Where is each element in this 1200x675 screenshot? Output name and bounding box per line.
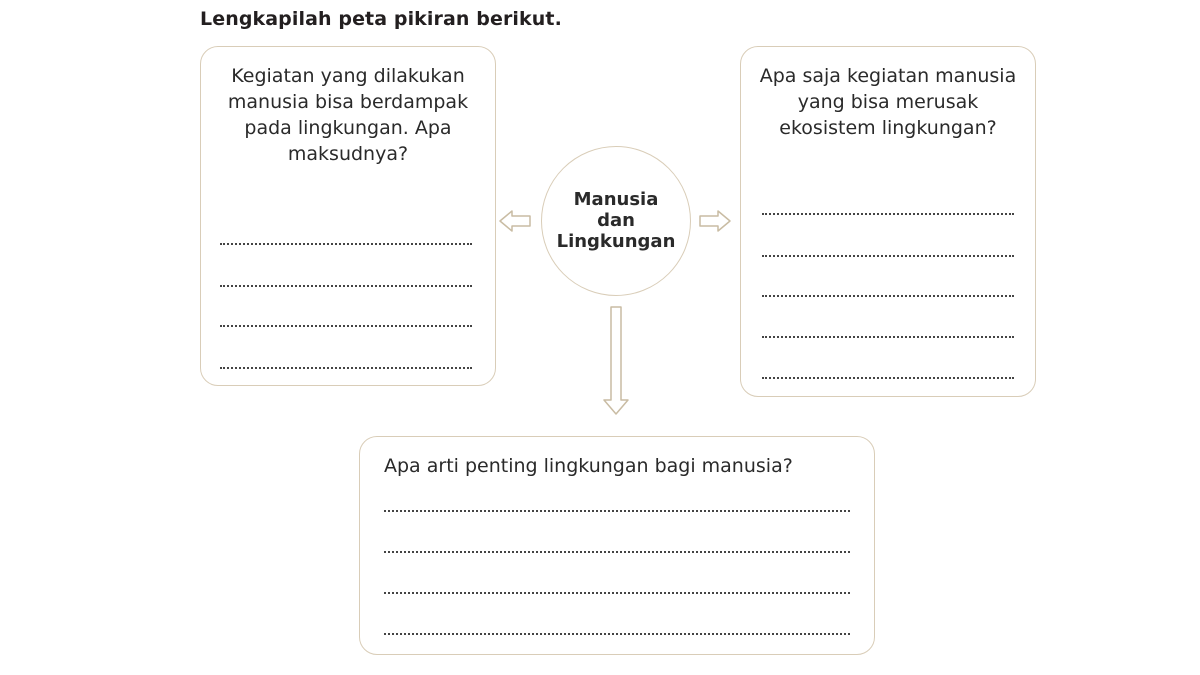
answer-line[interactable] xyxy=(220,367,472,369)
arrow-right-icon xyxy=(698,208,732,234)
question-box-bottom xyxy=(359,436,875,655)
center-topic-line: Manusia xyxy=(573,189,659,210)
answer-line[interactable] xyxy=(762,213,1014,215)
answer-line[interactable] xyxy=(384,551,850,553)
question-box-left xyxy=(200,46,496,386)
answer-line[interactable] xyxy=(762,255,1014,257)
answer-line[interactable] xyxy=(220,325,472,327)
answer-line[interactable] xyxy=(220,243,472,245)
question-bottom: Apa arti penting lingkungan bagi manusia? xyxy=(384,455,793,477)
arrow-left-icon xyxy=(498,208,532,234)
answer-line[interactable] xyxy=(762,377,1014,379)
center-topic-line: Lingkungan xyxy=(556,231,676,252)
answer-line[interactable] xyxy=(384,592,850,594)
question-left: Kegiatan yang dilakukan manusia bisa berdampak pada lingkungan. Apa maksudnya? xyxy=(227,65,469,165)
question-right: Apa saja kegiatan manusia yang bisa merusak ekosistem lingkungan? xyxy=(759,65,1017,139)
center-topic-label xyxy=(542,189,690,252)
answer-line[interactable] xyxy=(384,510,850,512)
center-topic-line: dan xyxy=(597,210,635,231)
answer-line[interactable] xyxy=(762,336,1014,338)
answer-line[interactable] xyxy=(220,285,472,287)
question-box-right xyxy=(740,46,1036,397)
answer-line[interactable] xyxy=(384,633,850,635)
answer-line[interactable] xyxy=(762,295,1014,297)
instruction-text: Lengkapilah peta pikiran berikut. xyxy=(200,8,562,30)
arrow-down-icon xyxy=(601,306,631,416)
center-topic-circle xyxy=(541,146,691,296)
